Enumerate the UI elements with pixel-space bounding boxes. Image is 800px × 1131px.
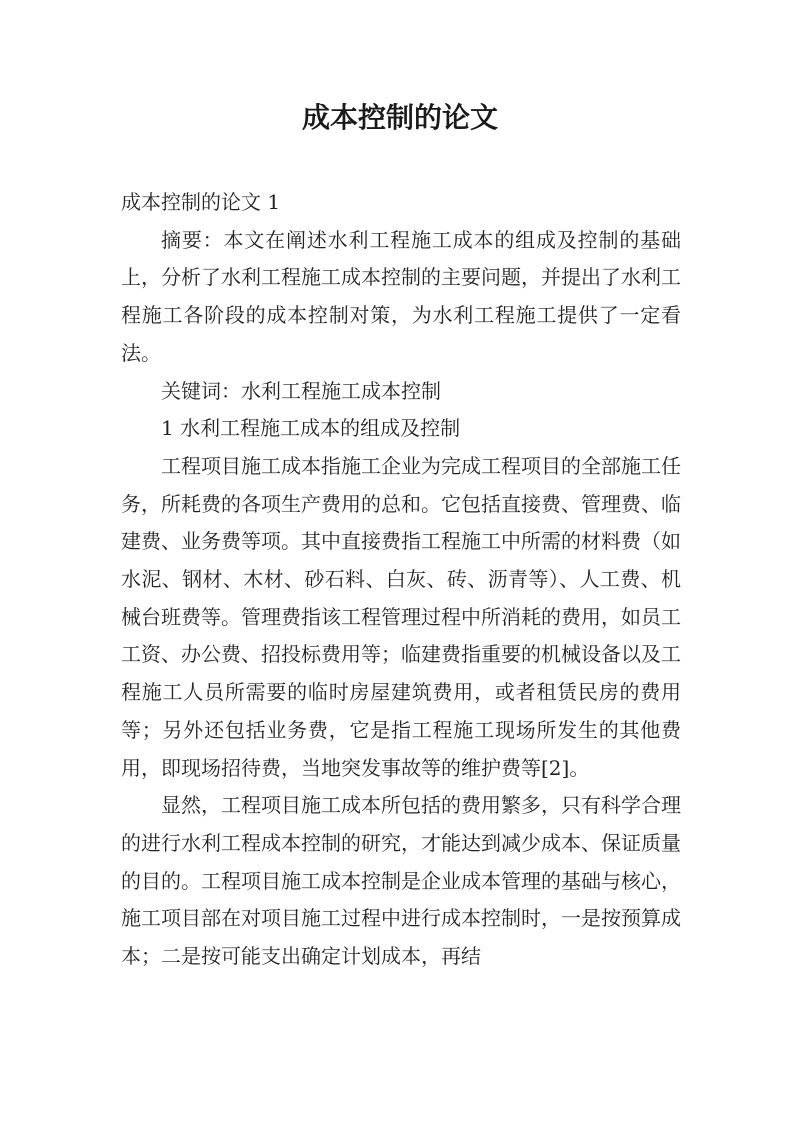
document-body [121, 184, 681, 976]
keywords-paragraph: 关键词：水利工程施工成本控制 [161, 378, 441, 403]
abstract-paragraph: 摘要：本文在阐述水利工程施工成本的组成及控制的基础上，分析了水利工程施工成本控制的主要问题，并提出了水利工程施工各阶段的成本控制对策，为水利工程施工提供了一定看法。 [121, 227, 681, 365]
body-paragraph: 工程项目施工成本指施工企业为完成工程项目的全部施工任务，所耗费的各项生产费用的总和。它包括直接费、管理费、临建费、业务费等项。其中直接费指工程施工中所需的材料费（如水泥、钢材、木材、砂石料、白灰、砖、沥青等）、人工费、机械台班费等。管理费指该工程管理过程中所消耗的费用，如员工工资、办公费、招投标费用等；临建费指重要的机械设备以及工程施工人员所需要的临时房屋建筑费用，或者租赁民房的费用等；另外还包括业务费，它是指工程施工现场所发生的其他费用，即现场招待费，当地突发事故等的维护费等[2]。 [121, 453, 681, 780]
subsection-heading: 1 水利工程施工成本的组成及控制 [161, 416, 461, 441]
document-title: 成本控制的论文 [301, 101, 498, 134]
body-paragraph: 显然，工程项目施工成本所包括的费用繁多，只有科学合理的进行水利工程成本控制的研究，才能达到减少成本、保证质量的目的。工程项目施工成本控制是企业成本管理的基础与核心，施工项目部在对项目施工过程中进行成本控制时，一是按预算成本；二是按可能支出确定计划成本，再结 [121, 793, 681, 969]
section-heading: 成本控制的论文 1 [121, 190, 281, 214]
